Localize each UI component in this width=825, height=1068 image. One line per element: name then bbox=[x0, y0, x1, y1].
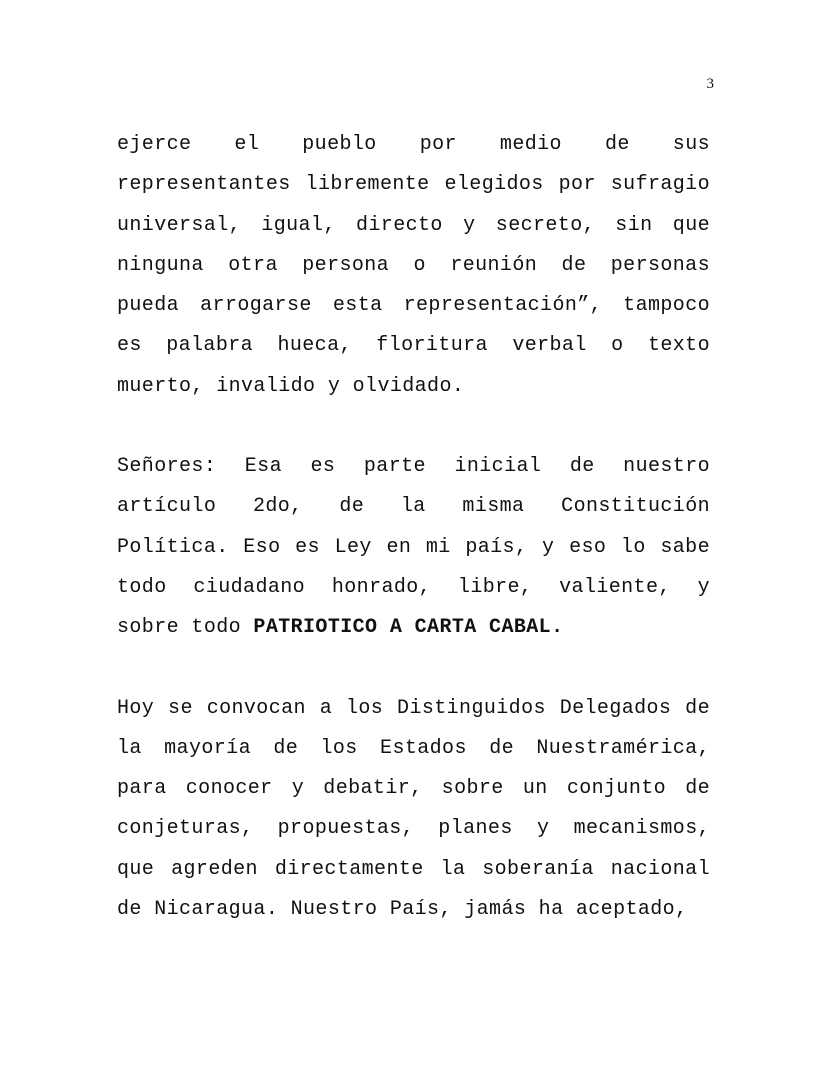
paragraph-1 bbox=[117, 125, 710, 407]
paragraph-3 bbox=[117, 689, 710, 931]
paragraph-2 bbox=[117, 447, 710, 648]
paragraph-2-bold-text: PATRIOTICO A CARTA CABAL. bbox=[253, 616, 564, 640]
page-number: 3 bbox=[706, 76, 714, 92]
document-body bbox=[117, 125, 710, 930]
paragraph-1-text: ejerce el pueblo por medio de sus representantes libremente elegidos por sufragio universal, igual, directo y secreto, sin que ninguna otra persona o reunión de personas pueda arrogarse esta representación”, tampoco es palabra hueca, floritura verbal o texto muerto, invalido y olvidado. bbox=[117, 133, 710, 398]
paragraph-3-text: Hoy se convocan a los Distinguidos Delegados de la mayoría de los Estados de Nuestramérica, para conocer y debatir, sobre un conjunto de conjeturas, propuestas, planes y mecanismos, que agreden directamente la soberanía nacional de Nicaragua. Nuestro País, jamás ha aceptado, bbox=[117, 696, 710, 922]
paragraph-2-text: Señores: Esa es parte inicial de nuestro artículo 2do, de la misma Constitución Política. Eso es Ley en mi país, y eso lo sabe todo ciudadano honrado, libre, valiente, y sobre todo bbox=[117, 455, 710, 640]
